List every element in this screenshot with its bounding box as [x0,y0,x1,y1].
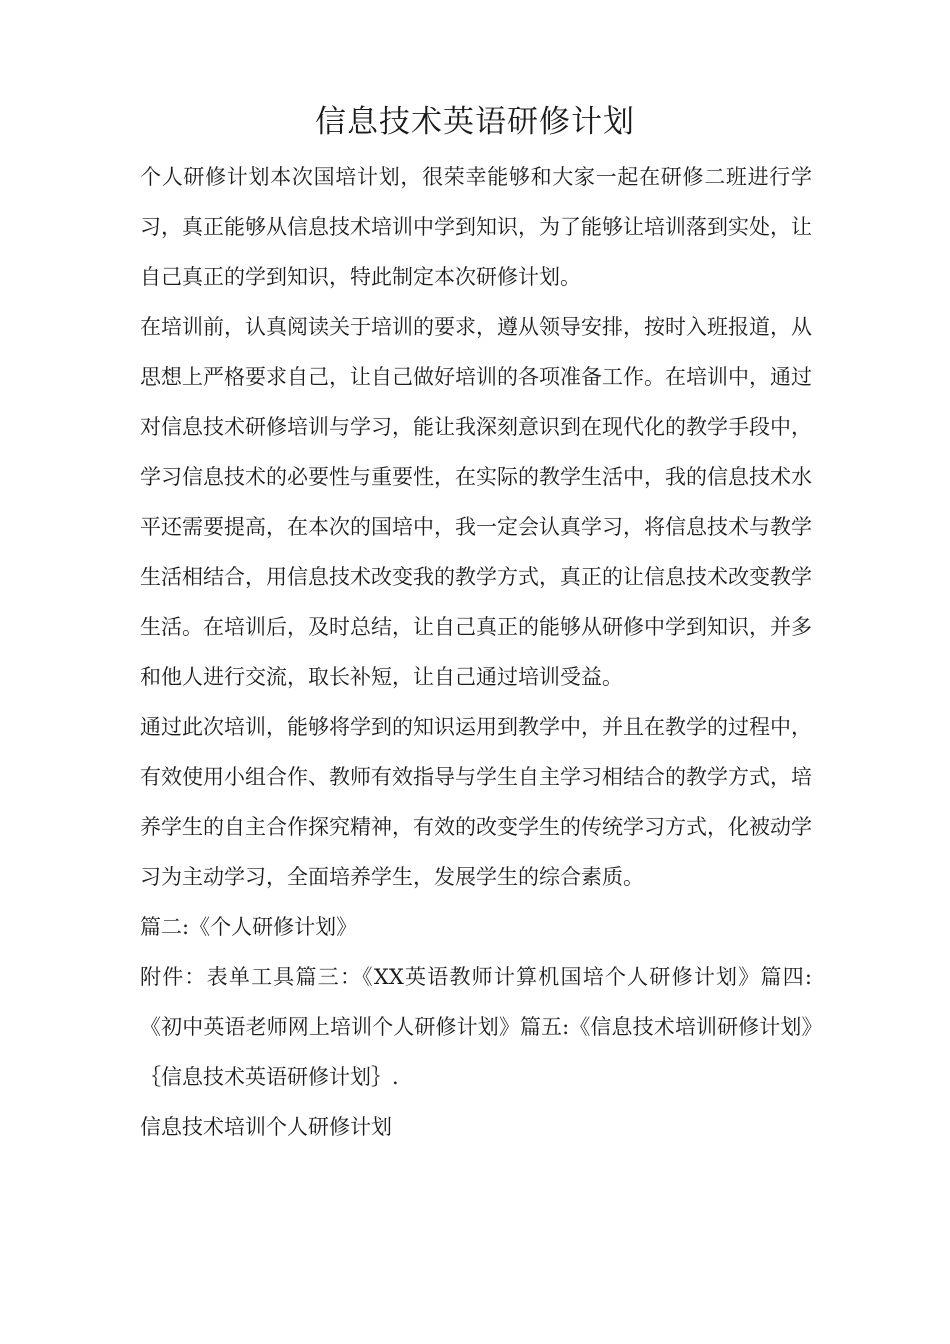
paragraph-closing-heading: 信息技术培训个人研修计划 [140,1115,392,1139]
paragraph-training-outcome: 通过此次培训，能够将学到的知识运用到教学中，并且在教学的过程中，有效使用小组合作、教师有效指导与学生自主学习相结合的教学方式，培养学生的自主合作探究精神，有效的改变学生的传统学习方式，化被动学习为主动学习，全面培养学生，发展学生的综合素质。 [140,715,812,889]
paragraph-intro: 个人研修计划本次国培计划，很荣幸能够和大家一起在研修二班进行学习，真正能够从信息技术培训中学到知识，为了能够让培训落到实处，让自己真正的学到知识，特此制定本次研修计划。 [140,165,812,289]
document-title: 信息技术英语研修计划 [315,104,635,140]
paragraph-training-process: 在培训前，认真阅读关于培训的要求，遵从领导安排，按时入班报道，从思想上严格要求自己，让自己做好培训的各项准备工作。在培训中，通过对信息技术研修培训与学习，能让我深刻意识到在现代化的教学手段中，学习信息技术的必要性与重要性，在实际的教学生活中，我的信息技术水平还需要提高，在本次的国培中，我一定会认真学习，将信息技术与教学生活相结合，用信息技术改变我的教学方式，真正的让信息技术改变教学生活。在培训后，及时总结，让自己真正的能够从研修中学到知识，并多和他人进行交流，取长补短，让自己通过培训受益。 [140,315,812,689]
paragraph-attachments: 附件：表单工具篇三：《XX英语教师计算机国培个人研修计划》篇四:《初中英语老师网上培训个人研修计划》篇五:《信息技术培训研修计划》｛信息技术英语研修计划｝. [140,965,812,1089]
document-body [140,152,812,1152]
paragraph-section-two-heading: 篇二:《个人研修计划》 [140,915,358,939]
